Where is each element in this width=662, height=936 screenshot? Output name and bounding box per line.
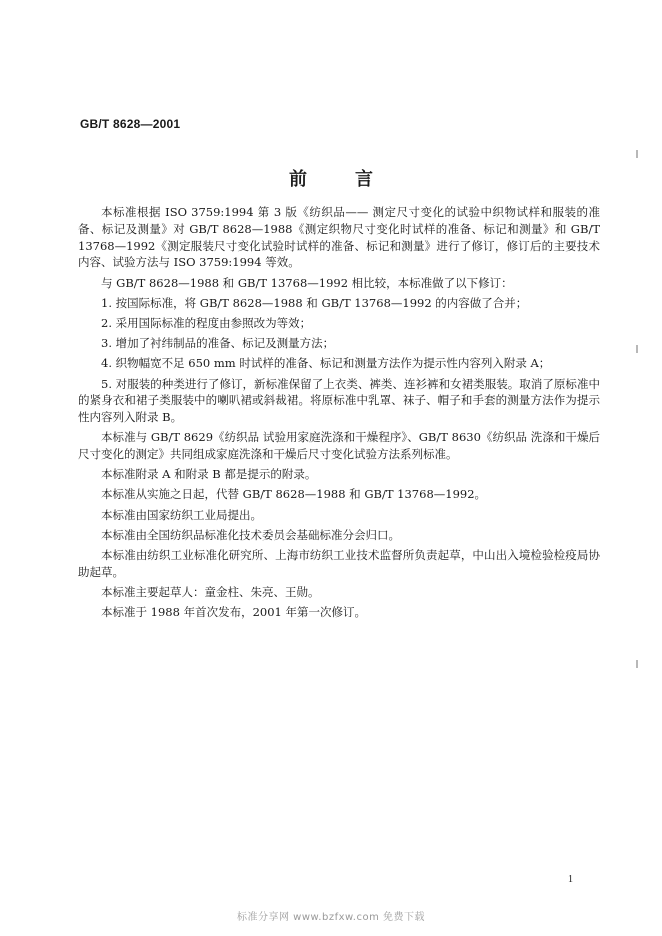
revision-item-4: 4. 织物幅宽不足 650 mm 时试样的准备、标记和测量方法作为提示性内容列入附录 A；	[101, 356, 551, 371]
scan-edge-mark	[636, 345, 638, 353]
revision-item-5: 5. 对服装的种类进行了修订，新标准保留了上衣类、裤类、连衫裤和女裙类服装。取消了原标准中的紧身衣和裙子类服装中的喇叭裙或斜裁裙。将原标准中乳罩、袜子、帽子和手套的测量方法作为提示性内容列入附录 B。	[78, 376, 600, 425]
revision-item-3: 3. 增加了衬纬制品的准备、标记及测量方法；	[101, 336, 335, 351]
paragraph-centralized: 本标准由全国纺织品标准化技术委员会基础标准分会归口。	[101, 527, 400, 542]
footer-watermark: 标准分享网 www.bzfxw.com 免费下载	[237, 912, 425, 923]
paragraph-drafters: 本标准主要起草人：童金柱、朱亮、王勋。	[101, 585, 320, 600]
paragraph-history: 本标准于 1988 年首次发布，2001 年第一次修订。	[101, 605, 366, 620]
scan-edge-mark	[636, 150, 638, 158]
revision-item-1: 1. 按国际标准，将 GB/T 8628—1988 和 GB/T 13768—1992 的内容做了合并；	[101, 295, 528, 310]
paragraph-intro: 本标准根据 ISO 3759:1994 第 3 版《纺织品—— 测定尺寸变化的试验中织物试样和服装的准备、标记及测量》对 GB/T 8628—1988《测定织物尺寸变化时试样的准备、标记和测量》和 GB/T 13768—1992《测定服装尺寸变化试验时试样的准备、标记和测量》进行了修订，修订后的主要技术内容、试验方法与 ISO 3759:1994 等效。	[78, 205, 600, 270]
revision-item-2: 2. 采用国际标准的程度由参照改为等效；	[101, 315, 312, 330]
scan-edge-mark	[636, 660, 638, 668]
paragraph-annex: 本标准附录 A 和附录 B 都是提示的附录。	[101, 467, 317, 482]
page-number: 1	[568, 874, 573, 885]
paragraph-drafted: 本标准由纺织工业标准化研究所、上海市纺织工业技术监督所负责起草，中山出入境检验检疫局协助起草。	[78, 548, 600, 579]
document-body	[78, 204, 600, 624]
paragraph-series: 本标准与 GB/T 8629《纺织品 试验用家庭洗涤和干燥程序》、GB/T 8630《纺织品 洗涤和干燥后尺寸变化的测定》共同组成家庭洗涤和干燥后尺寸变化试验方法系列标准。	[78, 430, 600, 462]
paragraph-proposed: 本标准由国家纺织工业局提出。	[101, 507, 262, 522]
paragraph-comparison: 与 GB/T 8628—1988 和 GB/T 13768—1992 相比较，本标准做了以下修订：	[101, 275, 513, 290]
standard-code: GB/T 8628—2001	[80, 117, 181, 131]
page-title: 前言	[289, 169, 421, 190]
paragraph-replace: 本标准从实施之日起，代替 GB/T 8628—1988 和 GB/T 13768—1992。	[101, 487, 487, 502]
